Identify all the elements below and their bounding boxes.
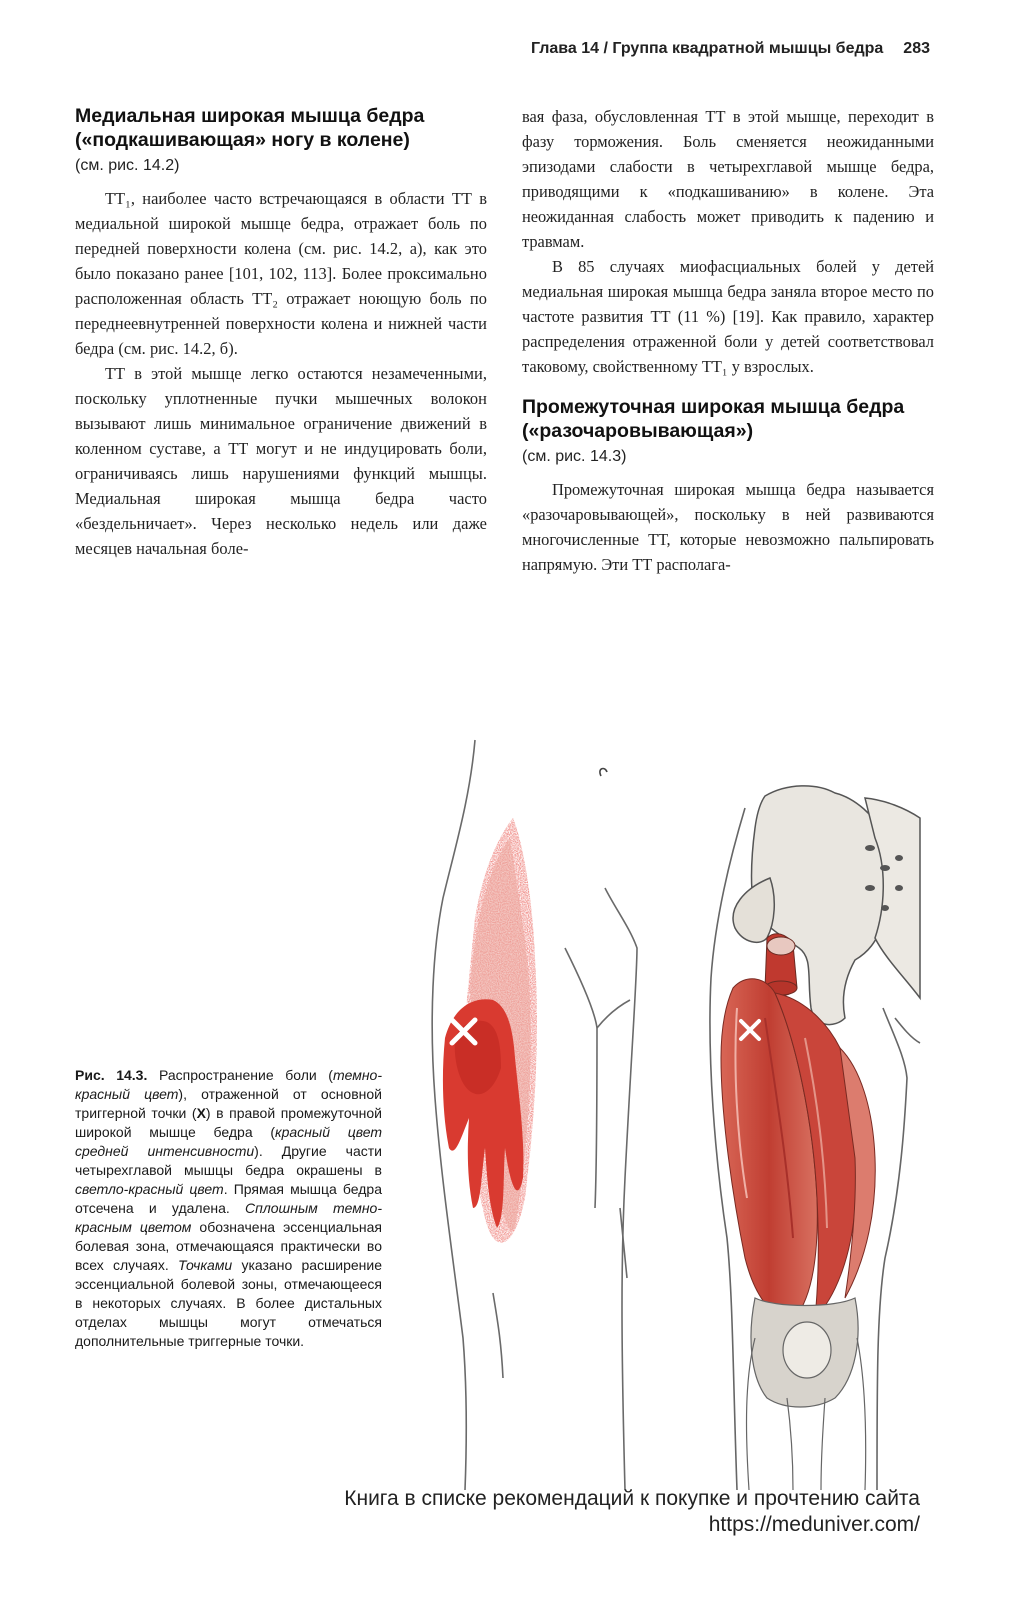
website-watermark: Книга в списке рекомендаций к покупке и прочтению сайта https://meduniver.com/ [344, 1487, 920, 1536]
paragraph: Промежуточная широкая мышца бедра называется «разочаровывающей», поскольку в ней развиваются многочисленные ТТ, которые невозможно пальпировать напрямую. Эти ТТ располага- [522, 480, 934, 574]
page-number: 283 [903, 40, 930, 57]
figure-caption [75, 1066, 382, 1351]
anatomy-illustration [415, 738, 930, 1490]
knee-tendons [747, 1298, 866, 1490]
caption-italic: светло-красный цвет [75, 1181, 224, 1197]
caption-text: обозначена эссенциальная болевая зона, отмечающаяся практически во всех случаях. [75, 1219, 382, 1273]
paragraph: В 85 случаях миофасциальных болей у детей медиальная широкая мышца бедра заняла второе место по частоте развития ТТ (11 %) [19]. Как правило, характер распределения отраженной боли у детей соответствовал таковому, свойственному ТТ₁ у взрослых. [522, 257, 934, 376]
caption-text: указано расширение эссенциальной болевой зоны, отмечающееся в некоторых случаях. В более дистальных отделах мышцы могут отмечаться дополнительные триггерные точки. [75, 1257, 382, 1349]
paragraph-continued: вая фаза, обусловленная ТТ в этой мышце, переходит в фазу торможения. Боль сменяется неожиданными эпизодами слабости в четырехглавой мышце бедра, приводящими к «подкашиванию» в колене. Эта неожиданная слабость может приводить к падению и травмам. [522, 107, 934, 251]
section-heading-medial: Медиальная широкая мышца бедра («подкашивающая» ногу в колене) [75, 105, 425, 151]
section-body [75, 186, 487, 561]
caption-italic: Сплошным темно-красным цветом [75, 1200, 383, 1235]
figure-reference: (см. рис. 14.3) [522, 448, 627, 465]
running-head [531, 40, 930, 58]
paragraph: ТТ в этой мышце легко остаются незамеченными, поскольку уплотненные пучки мышечных волокон вызывают лишь минимальное ограничение движений в коленном суставе, а ТТ могут и не индуцировать боли, ограничиваясь лишь нарушениями функций мышцы. Медиальная широкая мышца бедра часто «бездельничает». Через несколько недель или даже месяцев начальная боле- [75, 364, 487, 558]
caption-italic: Точками [177, 1257, 233, 1273]
section-body [522, 104, 934, 379]
caption-italic: темно-красный цвет [75, 1067, 382, 1102]
caption-text: . Прямая мышца бедра отсечена и удалена. [75, 1181, 382, 1216]
left-column [75, 104, 487, 561]
paragraph: ТТ₁, наиболее часто встречающаяся в области ТТ в медиальной широкой мышце бедра, отражает боль по передней поверхности колена (см. рис. 14.2, а), как это было показано ранее [101, 102, 113]. Более проксимально расположенная область ТТ₂ отражает ноющую боль по переднеевнутренней поверхности колена и нижней части бедра (см. рис. 14.2, б). [75, 189, 487, 358]
figure-reference: (см. рис. 14.2) [75, 157, 180, 174]
chapter-title: Глава 14 / Группа квадратной мышцы бедра [530, 40, 884, 57]
figure-label: Рис. 14.3. [75, 1067, 148, 1083]
section-heading-intermediate: Промежуточная широкая мышца бедра («разочаровывающая») [522, 396, 905, 442]
caption-text: Распространение боли ( [147, 1067, 333, 1083]
right-column [522, 104, 934, 577]
figure-14-3 [415, 738, 930, 1490]
section-body [522, 477, 934, 577]
ink-mark [600, 769, 607, 776]
caption-x-mark: X [196, 1105, 206, 1121]
caption-text: ), отраженной от основной триггерной точки ( [75, 1086, 382, 1121]
quadriceps-muscles [721, 979, 875, 1319]
caption-text: ). Другие части четырехглавой мышцы бедра окрашены в [75, 1143, 382, 1178]
caption-italic: красный цвет средней интенсивности [75, 1124, 382, 1159]
caption-text: ) в правой промежуточной широкой мышце бедра ( [75, 1105, 383, 1140]
